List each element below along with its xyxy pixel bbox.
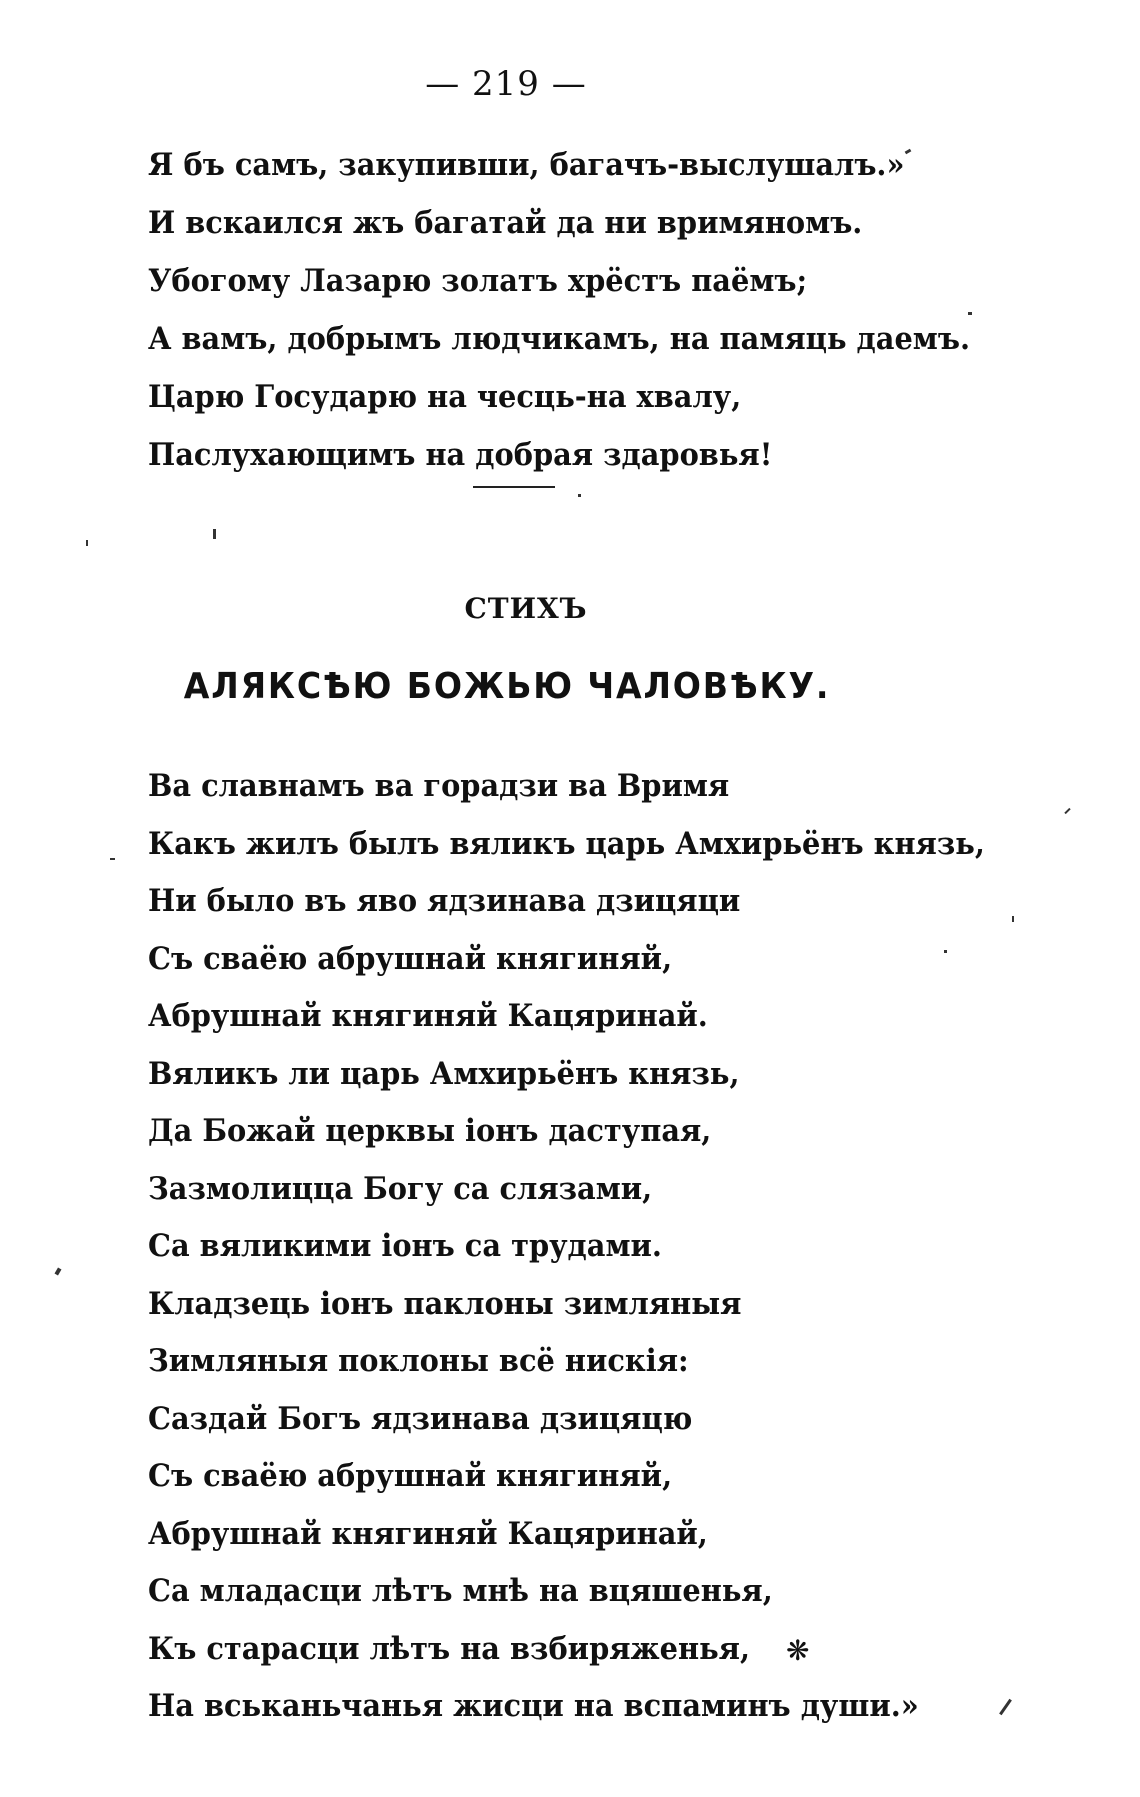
poem-heading: СТИХЪ [464, 592, 588, 625]
verse-line: А вамъ, добрымъ людчикамъ, на памяць даемъ. [148, 321, 971, 357]
verse-line: Да Божай церквы іонъ дaступая, [148, 1113, 712, 1149]
poem-title: АЛЯКСѢЮ БОЖЬЮ ЧАЛОВѢКУ. [183, 666, 831, 707]
page-number: — 219 — [425, 64, 587, 104]
verse-line: Къ старасци лѣтъ на взбиряженья, [148, 1630, 750, 1667]
verse-line: Саздай Богъ ядзинава дзицяцю [148, 1400, 693, 1437]
verse-line: На вськаньчанья жисци на вспаминъ души.» [148, 1688, 919, 1724]
verse-line: Зазмолицца Богу са слязами, [148, 1170, 653, 1207]
verse-line: Абрушнай княгиняй Кацяринай, [148, 1515, 708, 1552]
verse-line: Са младасци лѣтъ мнѣ на вцяшенья, [148, 1573, 773, 1609]
verse-line: Паслухающимъ на добрая здаровья! [148, 437, 773, 473]
verse-line: Я бъ самъ, закупивши, багачъ-выслушалъ.» [148, 147, 905, 183]
scan-speck [578, 494, 581, 497]
verse-line: Вяликъ ли царь Амхирьёнъ князь, [148, 1055, 740, 1092]
scan-speck [968, 312, 972, 315]
scan-speck [944, 950, 947, 953]
poem-verse [148, 758, 1048, 1736]
verse-line: Са вяликими іонъ са трудами. [148, 1228, 662, 1264]
scan-speck [1064, 808, 1070, 814]
top-verse [148, 136, 1032, 484]
verse-line: И вскаился жъ багатай да ни вримяномъ. [148, 205, 863, 241]
verse-line: Съ сваёю абрушнай княгиняй, [148, 940, 673, 977]
end-ornament: ❋ [786, 1634, 810, 1667]
verse-line: Какъ жилъ былъ вяликъ царь Амхирьёнъ князь, [148, 825, 985, 862]
verse-line: Ни было въ яво ядзинава дзицяци [148, 883, 741, 919]
section-divider [473, 486, 555, 488]
scan-speck [110, 858, 115, 860]
scan-speck [86, 540, 88, 546]
verse-line: Кладзець іонъ паклоны зимляныя [148, 1285, 742, 1322]
verse-line: Царю Государю на чесць-на хвалу, [148, 379, 742, 415]
verse-line: Абрушнай княгиняй Кацяринай. [148, 998, 708, 1034]
verse-line: Убогому Лазарю золатъ хрёстъ паёмъ; [148, 263, 808, 299]
verse-line: Ва славнамъ ва горадзи ва Вримя [148, 768, 730, 804]
scan-speck [55, 1267, 62, 1275]
scan-speck [213, 529, 216, 539]
verse-line: Зимляныя поклоны всё нискія: [148, 1343, 689, 1379]
scan-speck [1012, 916, 1014, 922]
verse-line: Съ сваёю абрушнай княгиняй, [148, 1458, 673, 1494]
